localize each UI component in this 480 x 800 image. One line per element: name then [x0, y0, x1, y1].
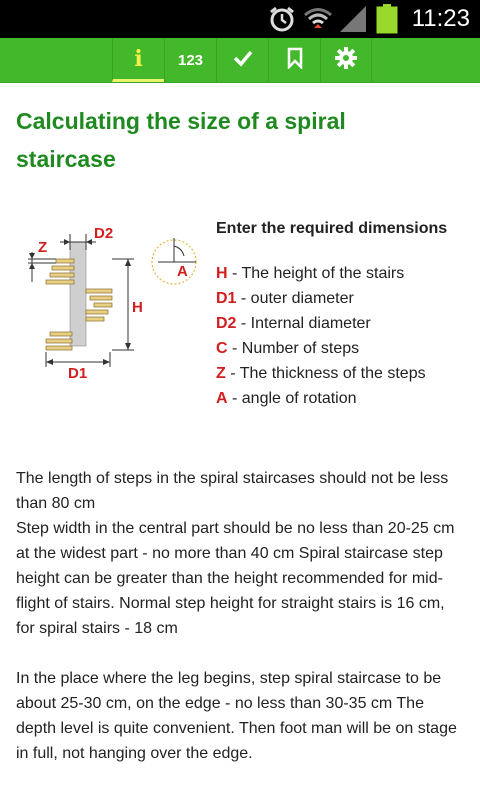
dimension-key: C	[216, 340, 228, 357]
dimensions-legend	[216, 216, 476, 411]
dimensions-heading: Enter the required dimensions	[216, 220, 448, 237]
paragraph-step-depth: In the place where the leg begins, step spiral staircase to be about 25-30 cm, on the edge - no less than 30-35 cm The depth level is quite convenient. Then foot man will be on stage in full, not hanging over the edge.	[16, 670, 457, 762]
dimension-text: - The height of the stairs	[227, 265, 405, 282]
dimension-row-c	[216, 336, 476, 361]
numbers-label: 123	[177, 51, 204, 69]
label-d1: D1	[68, 365, 88, 382]
dimension-key: H	[216, 265, 228, 282]
dimension-text: - angle of rotation	[227, 390, 357, 407]
info-icon: i	[134, 45, 143, 72]
gear-icon	[335, 47, 357, 73]
status-bar	[0, 0, 480, 38]
tab-check[interactable]	[216, 38, 268, 82]
staircase-diagram-svg	[16, 222, 206, 382]
dimension-text: - Internal diameter	[236, 315, 371, 332]
dimension-text: - Number of steps	[227, 340, 360, 357]
alarm-icon	[268, 6, 296, 37]
label-d2: D2	[94, 225, 114, 242]
dimension-row-a	[216, 386, 476, 411]
tab-settings[interactable]	[320, 38, 372, 82]
tab-bookmark[interactable]	[268, 38, 320, 82]
dimension-text: - outer diameter	[236, 290, 354, 307]
dimension-key: A	[216, 390, 228, 407]
label-z: Z	[38, 239, 48, 256]
paragraph-step-length: The length of steps in the spiral staircases should not be less than 80 cm Step width in the central part should be no less than 20-25 cm at the widest part - no more than 40 cm Spiral staircase step height can be greater than the height recommended for mid-flight of stairs. Normal step height for straight stairs is 16 cm, for spiral stairs - 18 cm	[16, 470, 455, 637]
battery-icon	[376, 4, 398, 39]
dimension-row-d2	[216, 311, 476, 336]
wifi-icon	[303, 6, 333, 37]
label-h: H	[132, 299, 143, 316]
check-icon	[233, 49, 253, 71]
dimension-key: D1	[216, 290, 237, 307]
dimension-row-h	[216, 261, 476, 286]
staircase-diagram	[16, 222, 206, 387]
signal-icon	[340, 6, 370, 37]
tab-info[interactable]	[112, 38, 164, 82]
dimension-row-z	[216, 361, 476, 386]
bookmark-icon	[286, 47, 304, 73]
dimension-key: D2	[216, 315, 237, 332]
clock: 11:23	[411, 5, 470, 32]
page-title: Calculating the size of a spiral staircase	[16, 108, 346, 172]
dimension-text: - The thickness of the steps	[225, 365, 426, 382]
dimension-key: Z	[216, 365, 226, 382]
tab-numbers[interactable]	[164, 38, 216, 82]
toolbar	[0, 38, 480, 83]
label-a: A	[177, 263, 188, 280]
dimension-row-d1	[216, 286, 476, 311]
